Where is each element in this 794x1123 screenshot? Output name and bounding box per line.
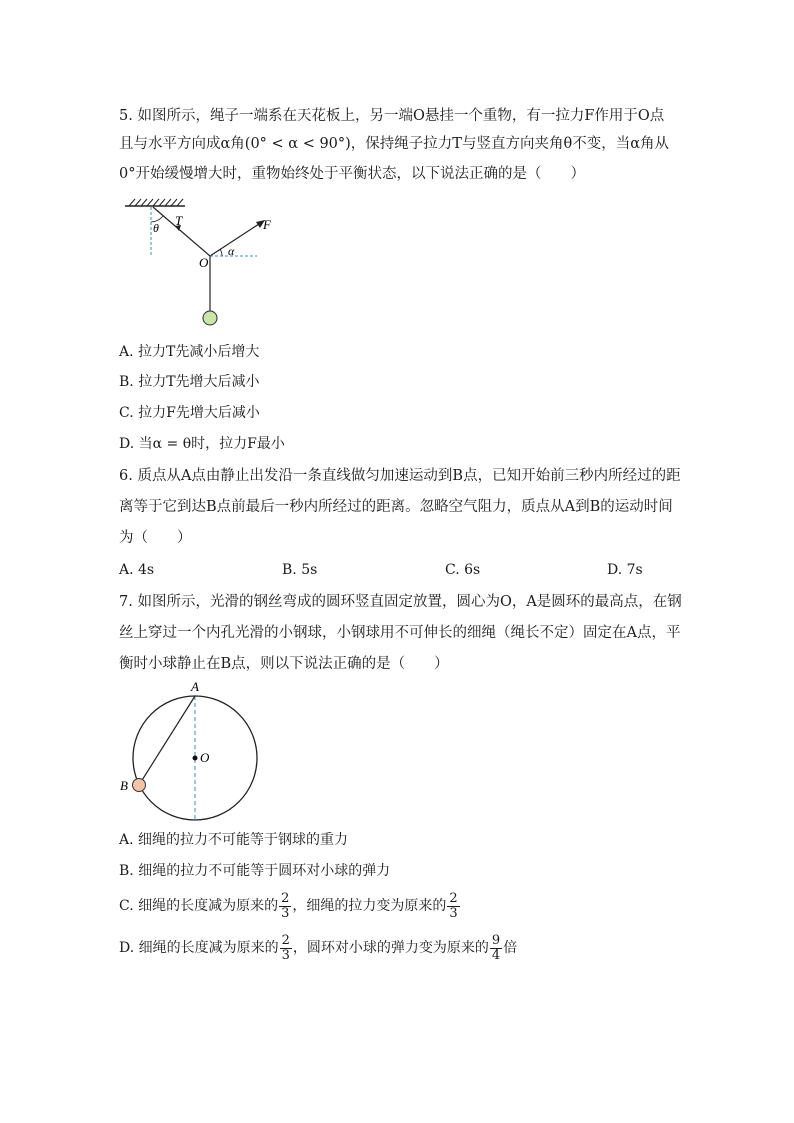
steel-ball bbox=[133, 779, 146, 792]
frac-num: 2 bbox=[449, 890, 458, 906]
q7-option-a: A. 细绳的拉力不可能等于钢球的重力 bbox=[119, 832, 349, 848]
frac-den: 4 bbox=[491, 947, 501, 963]
q7-option-c bbox=[119, 890, 461, 922]
label-alpha: α bbox=[228, 244, 235, 258]
label-O: O bbox=[199, 255, 209, 270]
fraction-nine-fourths bbox=[490, 934, 502, 963]
q7-option-c-prefix: C. 细绳的长度减为原来的 bbox=[119, 898, 279, 914]
q7-option-d bbox=[119, 932, 517, 964]
label-O: O bbox=[200, 750, 210, 765]
q7-stem-line3: 衡时小球静止在B点，则以下说法正确的是（ ） bbox=[119, 656, 449, 672]
q7-option-d-prefix: D. 细绳的长度减为原来的 bbox=[119, 940, 279, 956]
force-f-line bbox=[210, 222, 262, 256]
alpha-arc bbox=[220, 249, 222, 256]
ceiling-hatch bbox=[129, 199, 183, 206]
q6-option-d: D. 7s bbox=[607, 562, 643, 578]
q5-stem-line1: 5. 如图所示，绳子一端系在天花板上，另一端O悬挂一个重物，有一拉力F作用于O点 bbox=[119, 108, 665, 124]
frac-num: 2 bbox=[281, 932, 290, 948]
frac-den: 3 bbox=[449, 905, 458, 921]
q5-option-c: C. 拉力F先增大后减小 bbox=[119, 405, 260, 421]
label-F: F bbox=[263, 217, 271, 232]
q7-stem-line1: 7. 如图所示，光滑的钢丝弯成的圆环竖直固定放置，圆心为O，A是圆环的最高点，在钢 bbox=[119, 594, 682, 610]
label-T: T bbox=[175, 213, 183, 228]
q7-option-c-mid: ，细绳的拉力变为原来的 bbox=[292, 898, 447, 914]
q6-stem-line1: 6. 质点从A点由静止出发沿一条直线做匀加速运动到B点，已知开始前三秒内所经过的距 bbox=[119, 468, 681, 484]
frac-num: 9 bbox=[491, 932, 501, 948]
q7-stem-line2: 丝上穿过一个内孔光滑的小钢球，小钢球用不可伸长的细绳（绳长不定）固定在A点，平 bbox=[119, 625, 681, 641]
frac-den: 3 bbox=[281, 947, 290, 963]
q7-option-b: B. 细绳的拉力不可能等于圆环对小球的弹力 bbox=[119, 863, 391, 879]
weight-ball bbox=[203, 311, 217, 325]
q6-option-b: B. 5s bbox=[282, 562, 318, 578]
center-point bbox=[193, 756, 198, 761]
q6-stem-line3: 为（ ） bbox=[119, 530, 192, 546]
label-A: A bbox=[191, 679, 199, 694]
frac-num: 2 bbox=[281, 890, 290, 906]
q7-ring-diagram bbox=[115, 678, 275, 828]
q7-option-d-suffix: 倍 bbox=[503, 940, 518, 956]
q5-force-diagram bbox=[115, 195, 295, 330]
q5-option-b: B. 拉力T先增大后减小 bbox=[119, 374, 260, 390]
fraction-two-thirds bbox=[279, 892, 291, 921]
fraction-two-thirds bbox=[280, 934, 292, 963]
q6-option-c: C. 6s bbox=[445, 562, 481, 578]
label-theta: θ bbox=[153, 221, 159, 235]
fraction-two-thirds bbox=[447, 892, 459, 921]
q6-option-a: A. 4s bbox=[119, 562, 155, 578]
frac-den: 3 bbox=[281, 905, 290, 921]
q5-option-d: D. 当α = θ时，拉力F最小 bbox=[119, 436, 285, 452]
q6-stem-line2: 离等于它到达B点前最后一秒内所经过的距离。忽略空气阻力，质点从A到B的运动时间 bbox=[119, 499, 673, 515]
q5-stem-line2: 且与水平方向成α角(0° < α < 90°)，保持绳子拉力T与竖直方向夹角θ不变，当α角从 bbox=[119, 136, 669, 152]
q5-option-a: A. 拉力T先减小后增大 bbox=[119, 344, 260, 360]
label-B: B bbox=[120, 778, 128, 793]
string-AB bbox=[139, 696, 195, 785]
q7-option-d-mid: ，圆环对小球的弹力变为原来的 bbox=[292, 940, 489, 956]
q5-stem-line3: 0°开始缓慢增大时，重物始终处于平衡状态，以下说法正确的是（ ） bbox=[119, 166, 585, 182]
